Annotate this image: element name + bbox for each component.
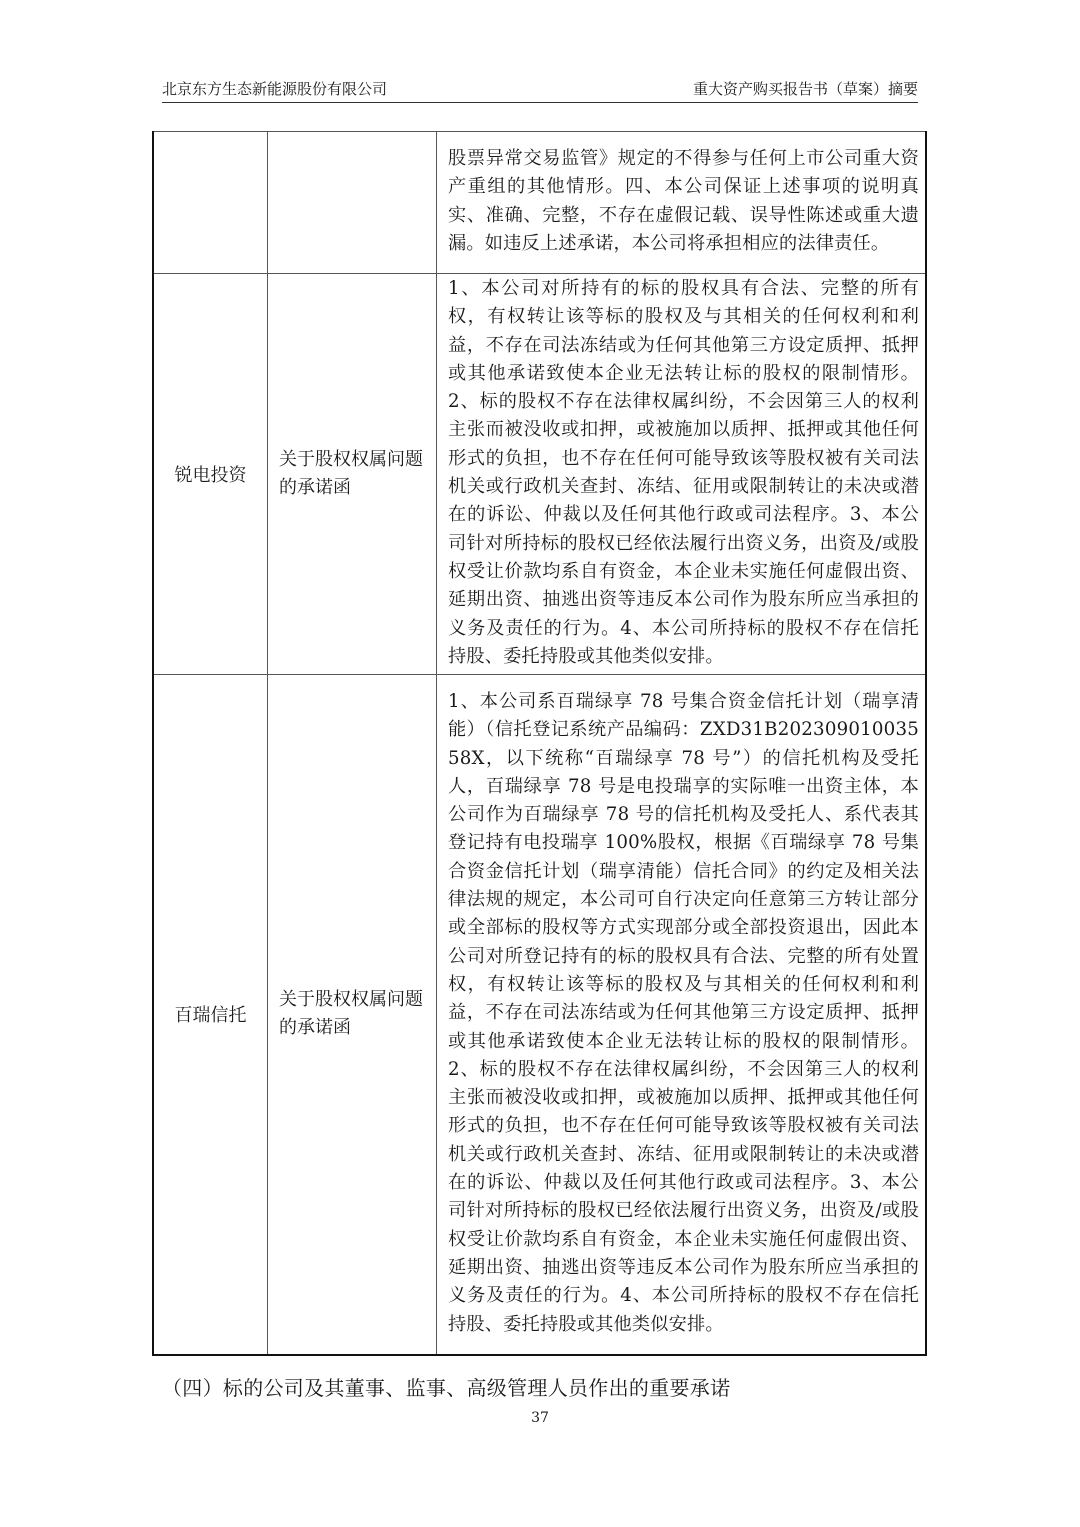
table-row	[153, 274, 926, 675]
commitment-content-cell: 股票异常交易监管》规定的不得参与任何上市公司重大资产重组的其他情形。四、本公司保证上述事项的说明真实、准确、完整，不存在虚假记载、误导性陈述或重大遗漏。如违反上述承诺，本公司将承担相应的法律责任。	[437, 132, 927, 274]
header-document-title: 重大资产购买报告书（草案）摘要	[692, 80, 918, 98]
table-row	[153, 132, 926, 274]
section-heading: （四）标的公司及其董事、监事、高级管理人员作出的重要承诺	[162, 1376, 731, 1400]
table-row	[153, 675, 926, 1355]
party-cell	[153, 132, 268, 274]
commitment-type-cell: 关于股权权属问题的承诺函	[268, 675, 437, 1355]
commitment-type-cell: 关于股权权属问题的承诺函	[268, 274, 437, 675]
commitment-content-cell: 1、本公司对所持有的标的股权具有合法、完整的所有权，有权转让该等标的股权及与其相关的任何权利和利益，不存在司法冻结或为任何其他第三方设定质押、抵押或其他承诺致使本企业无法转让标的股权的限制情形。2、标的股权不存在法律权属纠纷，不会因第三人的权利主张而被没收或扣押，或被施加以质押、抵押或其他任何形式的负担，也不存在任何可能导致该等股权被有关司法机关或行政机关查封、冻结、征用或限制转让的未决或潜在的诉讼、仲裁以及任何其他行政或司法程序。3、本公司针对所持标的股权已经依法履行出资义务，出资及/或股权受让价款均系自有资金，本企业未实施任何虚假出资、延期出资、抽逃出资等违反本公司作为股东所应当承担的义务及责任的行为。4、本公司所持标的股权不存在信托持股、委托持股或其他类似安排。	[437, 274, 927, 675]
commitments-table	[152, 131, 927, 1356]
page-header	[162, 78, 918, 103]
page-number: 37	[531, 1410, 549, 1426]
commitment-type-cell	[268, 132, 437, 274]
commitment-content-cell: 1、本公司系百瑞绿享 78 号集合资金信托计划（瑞享清能）（信托登记系统产品编码：ZXD31B20230901003558X，以下统称“百瑞绿享 78 号”）的信托机构及受托人，百瑞绿享 78 号是电投瑞享的实际唯一出资主体，本公司作为百瑞绿享 78 号的信托机构及受托人、系代表其登记持有电投瑞享 100%股权，根据《百瑞绿享 78 号集合资金信托计划（瑞享清能）信托合同》的约定及相关法律法规的规定，本公司可自行决定向任意第三方转让部分或全部标的股权等方式实现部分或全部投资退出，因此本公司对所登记持有的标的股权具有合法、完整的所有处置权，有权转让该等标的股权及与其相关的任何权利和利益，不存在司法冻结或为任何其他第三方设定质押、抵押或其他承诺致使本企业无法转让标的股权的限制情形。2、标的股权不存在法律权属纠纷，不会因第三人的权利主张而被没收或扣押，或被施加以质押、抵押或其他任何形式的负担，也不存在任何可能导致该等股权被有关司法机关或行政机关查封、冻结、征用或限制转让的未决或潜在的诉讼、仲裁以及任何其他行政或司法程序。3、本公司针对所持标的股权已经依法履行出资义务，出资及/或股权受让价款均系自有资金，本企业未实施任何虚假出资、延期出资、抽逃出资等违反本公司作为股东所应当承担的义务及责任的行为。4、本公司所持标的股权不存在信托持股、委托持股或其他类似安排。	[437, 675, 927, 1355]
header-company-name: 北京东方生态新能源股份有限公司	[162, 80, 388, 98]
party-cell: 百瑞信托	[153, 675, 268, 1355]
party-cell: 锐电投资	[153, 274, 268, 675]
